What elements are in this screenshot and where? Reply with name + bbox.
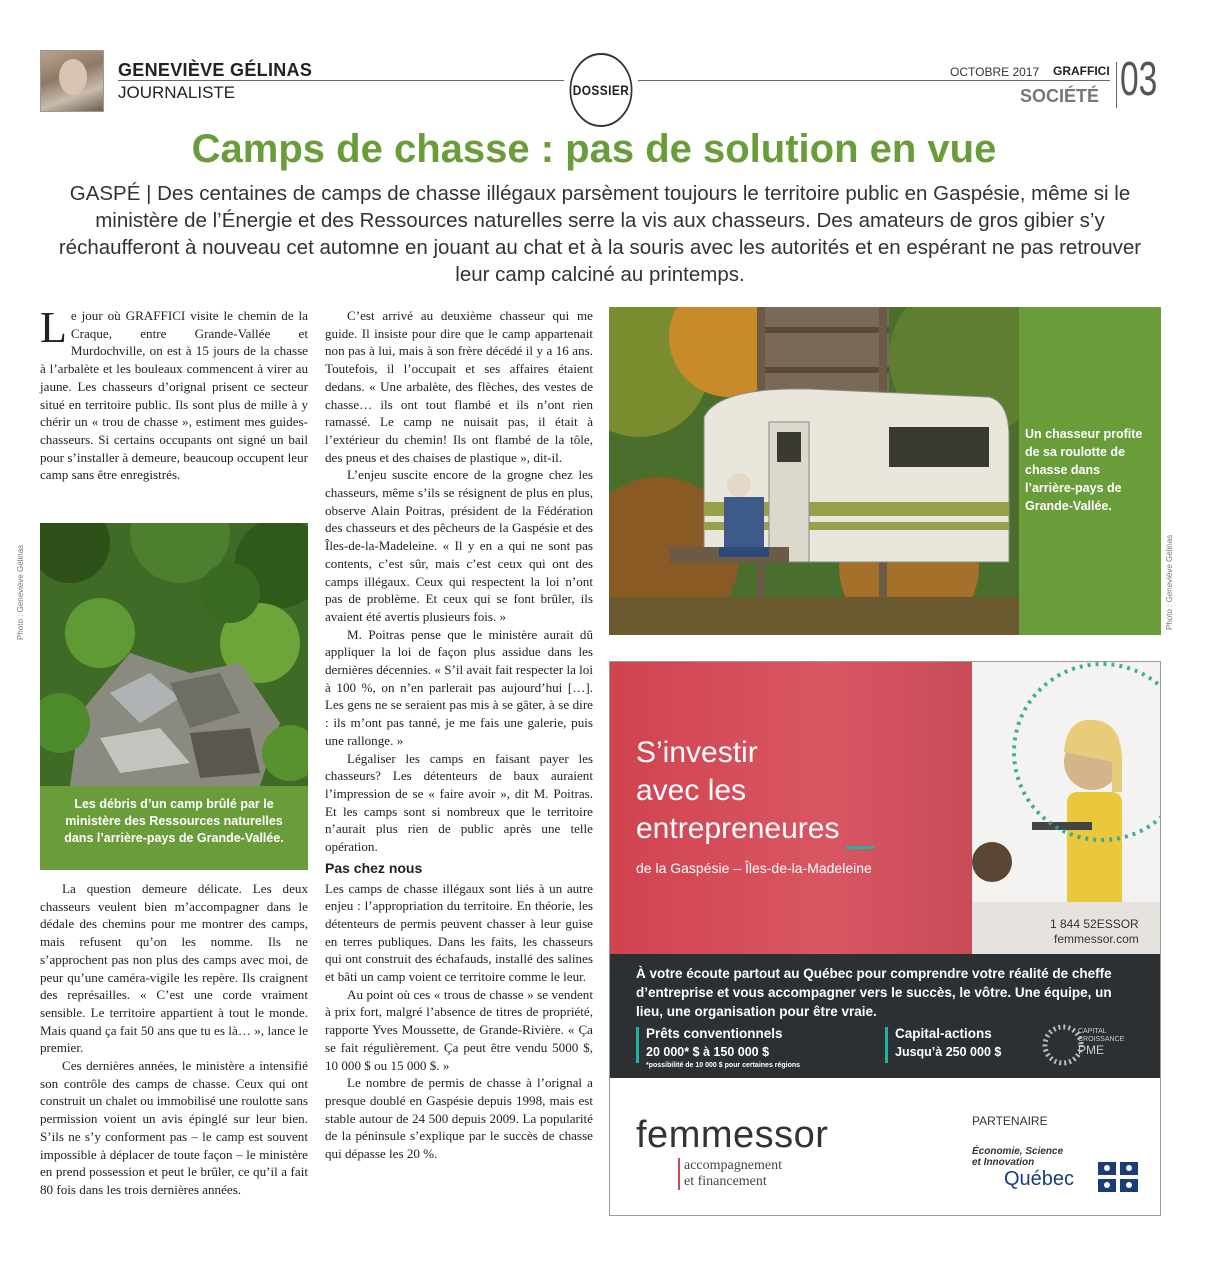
column-1-bottom: [40, 880, 308, 1199]
ccp-line: CROISSANCE: [1078, 1036, 1125, 1043]
paragraph: M. Poitras pense que le ministère aurait dû appliquer la loi de façon plus assidue dans les dernières décennies. « S’il avait fait respecter la loi à 100 %, on n’en parlerait pas aujourd’hui […]. Les gens ne se seraient pas mis à se gâter, à se dire : ils m’ont pas tanné, je me fais une galerie, puis une rallonge. »: [325, 626, 593, 748]
headline: Camps de chasse : pas de solution en vue: [191, 127, 997, 171]
fleur-de-lis-icon: [1098, 1162, 1138, 1192]
femmessor-tagline: [678, 1158, 782, 1190]
photo-caption: Les débris d’un camp brûlé par le ministère des Ressources naturelles dans l’arrière-pays de Grande-Vallée.: [40, 786, 308, 870]
ministry-line: et Innovation: [972, 1157, 1035, 1168]
photo-credit: Photo : Geneviève Gélinas: [1165, 534, 1174, 630]
burned-camp-illustration: [40, 523, 308, 786]
column-2: [325, 307, 593, 1163]
lede: GASPÉ | Des centaines de camps de chasse illégaux parsèment toujours le territoire public en Gaspésie, même si le ministère de l’Énergie et des Ressources naturelles serre la vis aux chasseurs. Des amateurs de gros gibier s’y réchaufferont à nouveau cet automne en jouant au chat et à la souris avec les autorités et en espérant ne pas retrouver leur camp calciné au printemps.: [58, 182, 1142, 286]
paragraph: Le nombre de permis de chasse à l’orignal a presque doublé en Gaspésie depuis 1998, mais est stable autour de 24 500 depuis 2009. La popularité de la péninsule s’explique par le succès de chasse qui dépasse les 20 %.: [325, 1075, 593, 1162]
ad-phone[interactable]: 1 844 52ESSOR: [1050, 917, 1139, 931]
dossier-badge: DOSSIER: [570, 53, 633, 127]
ccp-line: PME: [1078, 1043, 1105, 1057]
ad-title-line: S’investir: [636, 736, 758, 769]
page-number: 03: [1120, 53, 1158, 106]
capital-croissance-label: [1078, 1028, 1124, 1056]
trailer-photo: [609, 307, 1019, 635]
loan-title: Prêts conventionnels: [646, 1026, 783, 1041]
header-separator: [1116, 62, 1117, 108]
subheading: Pas chez nous: [325, 859, 423, 876]
woman-illustration: [972, 662, 1161, 954]
ad-message: À votre écoute partout au Québec pour comprendre votre réalité de cheffe d’entreprise et vous accompagner vers le succès, le vôtre. Une équipe, un lieu, une organisation pour être vraie.: [636, 966, 1112, 1019]
paragraph: C’est arrivé au deuxième chasseur qui me guide. Il insiste pour dire que le camp appartenait non pas à lui, mais à son frère décédé il y a 16 ans. Toutefois, il l’occupait et ses affaires étaient dedans. « Une arbalète, des flèches, des vestes de chasse… ils ont tout flambé et ils n’ont rien ramassé. Le camp ne nuisait pas, il était à l’extérieur du chemin! Ils ont flambé de la tôle, des pneus et des chaises de plastique », dit-il.: [325, 308, 593, 465]
paragraph: La question demeure délicate. Les deux chasseurs veulent bien m’accompagner dans le dédale des chemins pour me montrer des camps, mais refusent qu’on les nomme. Ils ne s’approchent pas non plus des camps avec moi, de peur qu’une caméra-vigile les repère. Ils craignent des représailles. « C’est une corde vraiment sensible. Le territoire appartient à tout le monde. Mais quand ça fait 50 ans que tu es là… », lance le premier.: [40, 881, 308, 1056]
paragraph: L’enjeu suscite encore de la grogne chez les chasseurs, même s’ils se résignent de plus en plus, observe Alain Poitras, président de la Fédération des chasseurs et des pêcheurs de la Gaspésie et des Îles-de-la-Madeleine. « Il y en a qui ne sont pas contents, c’est sûr, mais c’est ceux qui ont des camps illégaux. Ceux qui respectent la loi n’ont pas de problème. Et ceux qui se font brûler, ils avaient été avertis plusieurs fois. »: [325, 467, 593, 624]
ad-hero: [610, 662, 1161, 954]
header-rule-left: [118, 80, 564, 81]
ad-website[interactable]: femmessor.com: [1054, 932, 1139, 946]
section-name: SOCIÉTÉ: [1020, 86, 1100, 106]
issue-date: OCTOBRE 2017: [950, 65, 1040, 79]
photo-caption: Un chasseur profite de sa roulotte de chasse dans l’arrière-pays de Grande-Vallée.: [1019, 307, 1161, 635]
paragraph-text: e jour où GRAFFICI visite le chemin de la Craque, entre Grande-Vallée et Murdochville, on est à 15 jours de la chasse à l’arbalète et les bouleaux commencent à virer au jaune. Les chasseurs d’orignal prisent ce secteur situé en territoire public. Ils sont plus de mille à y chérir un « trou de chasse », estiment mes guides-chasseurs. Si certains occupants ont signé un bail pour s’installer à demeure, beaucoup occupent leur camp sans être enregistrés.: [40, 308, 308, 483]
paragraph: Légaliser les camps en faisant payer les chasseurs? Les détenteurs de baux auraient l’impression de se « faire avoir », dit M. Poitras. Et les camps sont si nombreux que le territoire n’aurait plus rien de public après une telle opération.: [325, 750, 593, 855]
paragraph: Au point où ces « trous de chasse » se vendent à prix fort, malgré l’absence de titres de propriété, rapporte Yves Moussette, de Grande-Rivière. « Ça se fait régulièrement. Ça peut être vendu 5000 $, 10 000 $ ou 15 000 $. »: [325, 986, 593, 1073]
ccp-line: CAPITAL: [1078, 1028, 1107, 1035]
femmessor-advertisement[interactable]: [609, 661, 1161, 1216]
column-1-top: [40, 303, 308, 484]
author-photo: [40, 50, 104, 112]
photo-credit: Photo : Geneviève Gélinas: [16, 544, 25, 640]
ad-accent-bar: [636, 1027, 639, 1063]
ad-info-panel: [610, 954, 1161, 1078]
partner-label: PARTENAIRE: [972, 1114, 1048, 1128]
dropcap: L: [40, 303, 67, 352]
publication-name: GRAFFICI: [1053, 64, 1110, 78]
ministry-name: [972, 1146, 1063, 1168]
ad-subtitle: de la Gaspésie – Îles-de-la-Madeleine: [636, 860, 872, 876]
ministry-line: Économie, Science: [972, 1146, 1064, 1157]
ad-contact: [1050, 917, 1139, 947]
author-name: GENEVIÈVE GÉLINAS: [118, 60, 313, 80]
capital-amount: Jusqu’à 250 000 $: [895, 1045, 1002, 1059]
capital-title: Capital-actions: [895, 1026, 992, 1041]
quebec-flag-icon: [1098, 1162, 1138, 1192]
paragraph: Les camps de chasse illégaux sont liés à un autre enjeu : l’appropriation du territoire. En théorie, les détenteurs de permis peuvent chasser à leur guise en terres publiques. Dans les faits, les chasseurs qui ont construit des échafauds, installé des salines et bâti un camp voient ce territoire comme le leur.: [325, 880, 593, 985]
tagline-line: et financement: [684, 1174, 767, 1189]
ad-title-line: entrepreneures: [636, 812, 840, 845]
paragraph: [40, 303, 308, 484]
femmessor-logo: femmessor: [636, 1114, 829, 1156]
ad-accent-bar: [846, 846, 874, 849]
ad-title: [636, 734, 839, 848]
burned-camp-photo: [40, 523, 308, 786]
ad-accent-bar: [885, 1027, 888, 1063]
loan-amount: 20 000* $ à 150 000 $: [646, 1045, 770, 1059]
author-role: JOURNALISTE: [118, 83, 236, 102]
ad-title-line: avec les: [636, 774, 747, 807]
paragraph: Ces dernières années, le ministère a intensifié son contrôle des camps de chasse. Ceux qui ont construit un chalet ou immobilisé une roulotte sans permission voient un avis épinglé sur leur bien. S’ils ne s’y conforment pas – le camp est souvent impossible à déplacer de toute façon – le ministère en prend possession et peut le brûler, ce qu’il a fait 80 fois dans les trois dernières années.: [40, 1058, 308, 1197]
trailer-illustration: [609, 307, 1019, 635]
ad-hero-photo: [972, 662, 1161, 954]
tagline-line: accompagnement: [684, 1158, 782, 1173]
quebec-wordmark: Québec: [1004, 1168, 1075, 1190]
header-rule-right: [638, 80, 1110, 81]
loan-note: *possibilité de 10 000 $ pour certaines régions: [646, 1062, 801, 1069]
